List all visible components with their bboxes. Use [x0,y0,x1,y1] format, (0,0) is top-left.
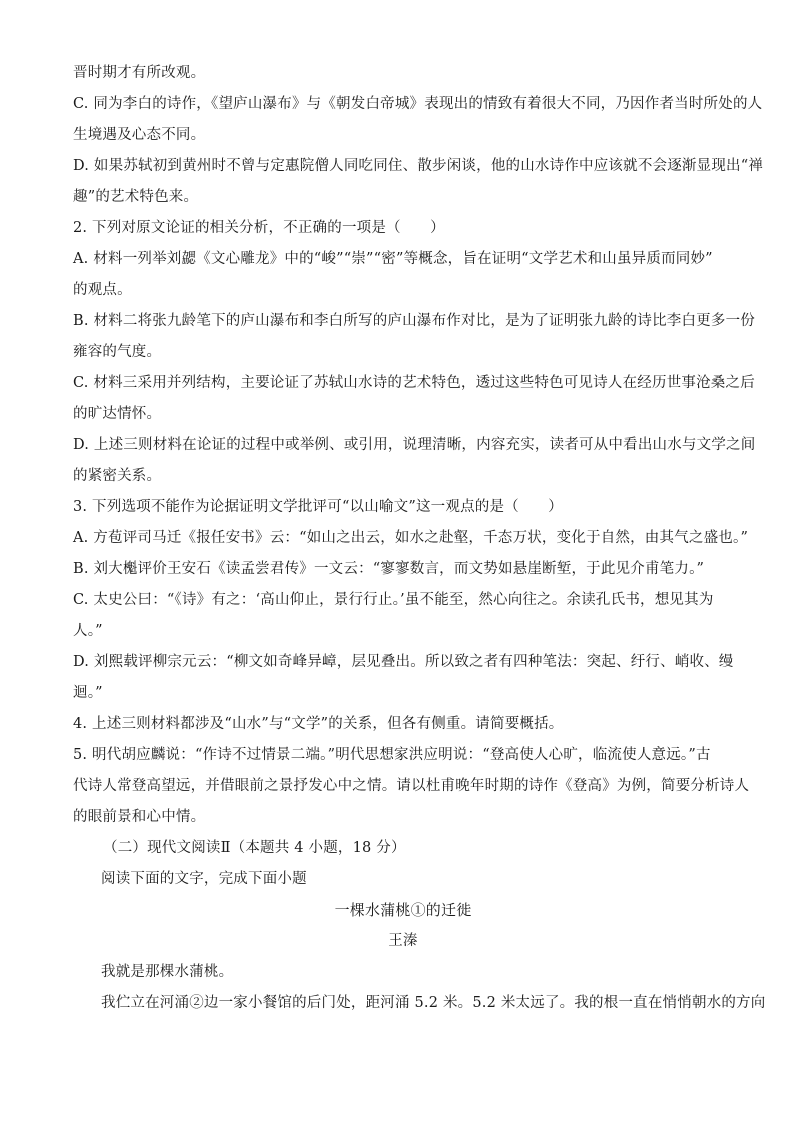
article-title: 一棵水蒲桃①的迁徙 [334,901,472,919]
text-line: 生境遇及心态不同。 [73,127,206,143]
question-2: 2. 下列对原文论证的相关分析，不正确的一项是（ ） [73,220,445,236]
instruction: 阅读下面的文字，完成下面小题 [101,871,307,887]
option-d-q3: D. 刘熙载评柳宗元云：“柳文如奇峰异嶂，层见叠出。所以致之者有四种笔法：突起、纡行、峭收、缦 [73,654,734,670]
question-4: 4. 上述三则材料都涉及“山水”与“文学”的关系，但各有侧重。请简要概括。 [73,716,564,732]
text-line: 的旷达情怀。 [73,406,162,422]
option-a-q3: A. 方苞评司马迁《报任安书》云：“如山之出云，如水之赴壑，千态万状，变化于自然，由其气之盛也。” [73,530,749,546]
option-c-q3: C. 太史公曰：“《诗》有之：‘高山仰止，景行行止。’虽不能至，然心向往之。余读孔氏书，想见其为 [73,592,714,608]
body-paragraph: 我就是那棵水蒲桃。 [101,964,234,980]
text-line: 人。” [73,623,103,639]
question-3: 3. 下列选项不能作为论据证明文学批评可“以山喻文”这一观点的是（ ） [73,499,563,515]
article-author: 王溱 [388,933,418,949]
text-line: 的紧密关系。 [73,468,162,484]
text-line: 趣”的艺术特色来。 [73,189,199,205]
text-line: 的观点。 [73,282,132,298]
document-page [73,58,766,1019]
text-line: 代诗人常登高望远，并借眼前之景抒发心中之情。请以杜甫晚年时期的诗作《登高》为例，简要分析诗人 [73,778,750,794]
body-paragraph: 我伫立在河涌②边一家小餐馆的后门处，距河涌 5.2 米。5.2 米太远了。我的根一直在悄悄朝水的方向 [101,995,766,1011]
section-heading: （二）现代文阅读Ⅱ（本题共 4 小题，18 分） [103,840,406,856]
option-d-q1: D. 如果苏轼初到黄州时不曾与定惠院僧人同吃同住、散步闲谈，他的山水诗作中应该就不会逐渐显现出“禅 [73,158,764,174]
option-a-q2: A. 材料一列举刘勰《文心雕龙》中的“峻”“崇”“密”等概念，旨在证明“文学艺术和山虽异质而同妙” [73,251,713,267]
text-line: 晋时期才有所改观。 [73,65,206,81]
option-d-q2: D. 上述三则材料在论证的过程中或举例、或引用，说理清晰，内容充实，读者可从中看出山水与文学之间 [73,437,756,453]
question-5: 5. 明代胡应麟说：“作诗不过情景二端。”明代思想家洪应明说：“登高使人心旷，临流使人意远。”古 [73,747,711,763]
option-b-q3: B. 刘大櫆评价王安石《读孟尝君传》一文云：“寥寥数言，而文势如悬崖断堑，于此见介甫笔力。” [73,561,705,577]
text-line: 雍容的气度。 [73,344,162,360]
text-line: 的眼前景和心中情。 [73,809,206,825]
option-c-q2: C. 材料三采用并列结构，主要论证了苏轼山水诗的艺术特色，透过这些特色可见诗人在经历世事沧桑之后 [73,375,755,391]
option-b-q2: B. 材料二将张九龄笔下的庐山瀑布和李白所写的庐山瀑布作对比，是为了证明张九龄的诗比李白更多一份 [73,313,755,329]
text-line: 迴。” [73,685,103,701]
option-c-q1: C. 同为李白的诗作，《望庐山瀑布》与《朝发白帝城》表现出的情致有着很大不同，乃因作者当时所处的人 [73,96,763,112]
